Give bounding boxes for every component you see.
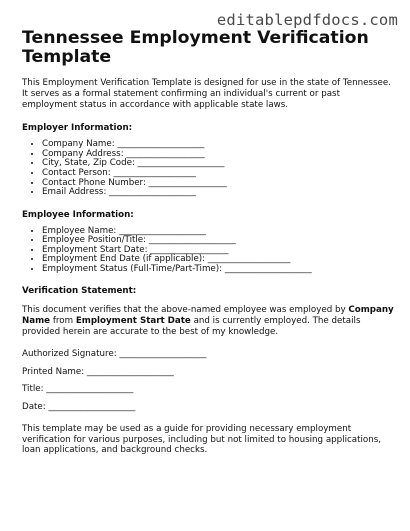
employee-heading: Employee Information:	[22, 209, 134, 220]
verification-text-after: and is currently employed. The details provided herein are accurate to the best of my knowledge.	[22, 316, 361, 337]
title-field: Title: ____________________	[22, 384, 134, 395]
site-watermark: editablepdfdocs.com	[216, 11, 398, 29]
intro-paragraph: This Employment Verification Template is designed for use in the state of Tennessee. It serves as a formal statement confirming an individual's current or past employment status in accordance with applicable state laws.	[22, 78, 391, 110]
verification-text-middle: from	[50, 316, 76, 327]
list-item: • Company Name: ____________________	[42, 140, 394, 150]
list-item: • Employment End Date (if applicable): ___________________	[42, 255, 394, 265]
printed-name-field: Printed Name: ____________________	[22, 366, 174, 377]
document-body	[22, 78, 394, 456]
employer-list	[22, 140, 394, 198]
list-item: • Employment Start Date: __________________	[42, 246, 394, 256]
verification-text-before: This document verifies that the above-named employee was employed by	[22, 305, 349, 316]
list-item: • Email Address: ____________________	[42, 188, 394, 198]
verification-paragraph	[22, 305, 394, 337]
list-item: • Employment Status (Full-Time/Part-Time): ____________________	[42, 265, 394, 275]
verification-heading: Verification Statement:	[22, 285, 137, 296]
start-date-bold: Employment Start Date	[75, 316, 191, 327]
list-item: • Contact Phone Number: __________________	[42, 179, 394, 189]
list-item: • Contact Person: ___________________	[42, 169, 394, 179]
signature-field: Authorized Signature: ____________________	[22, 348, 207, 359]
employer-heading: Employer Information:	[22, 123, 133, 134]
closing-paragraph: This template may be used as a guide for providing necessary employment verification for various purposes, including but not limited to housing applications, loan applications, and background checks.	[22, 423, 382, 456]
list-item: • Employee Name: ____________________	[42, 227, 394, 237]
date-field: Date: ____________________	[22, 402, 136, 413]
document-title: Tennessee Employment Verification Template	[22, 28, 369, 67]
list-item: • Employee Position/Title: ____________________	[42, 236, 394, 246]
list-item: • Company Address: __________________	[42, 150, 394, 160]
employee-list	[22, 227, 394, 275]
list-item: • City, State, Zip Code: ____________________	[42, 159, 394, 169]
company-name-bold: Company Name	[22, 305, 394, 327]
